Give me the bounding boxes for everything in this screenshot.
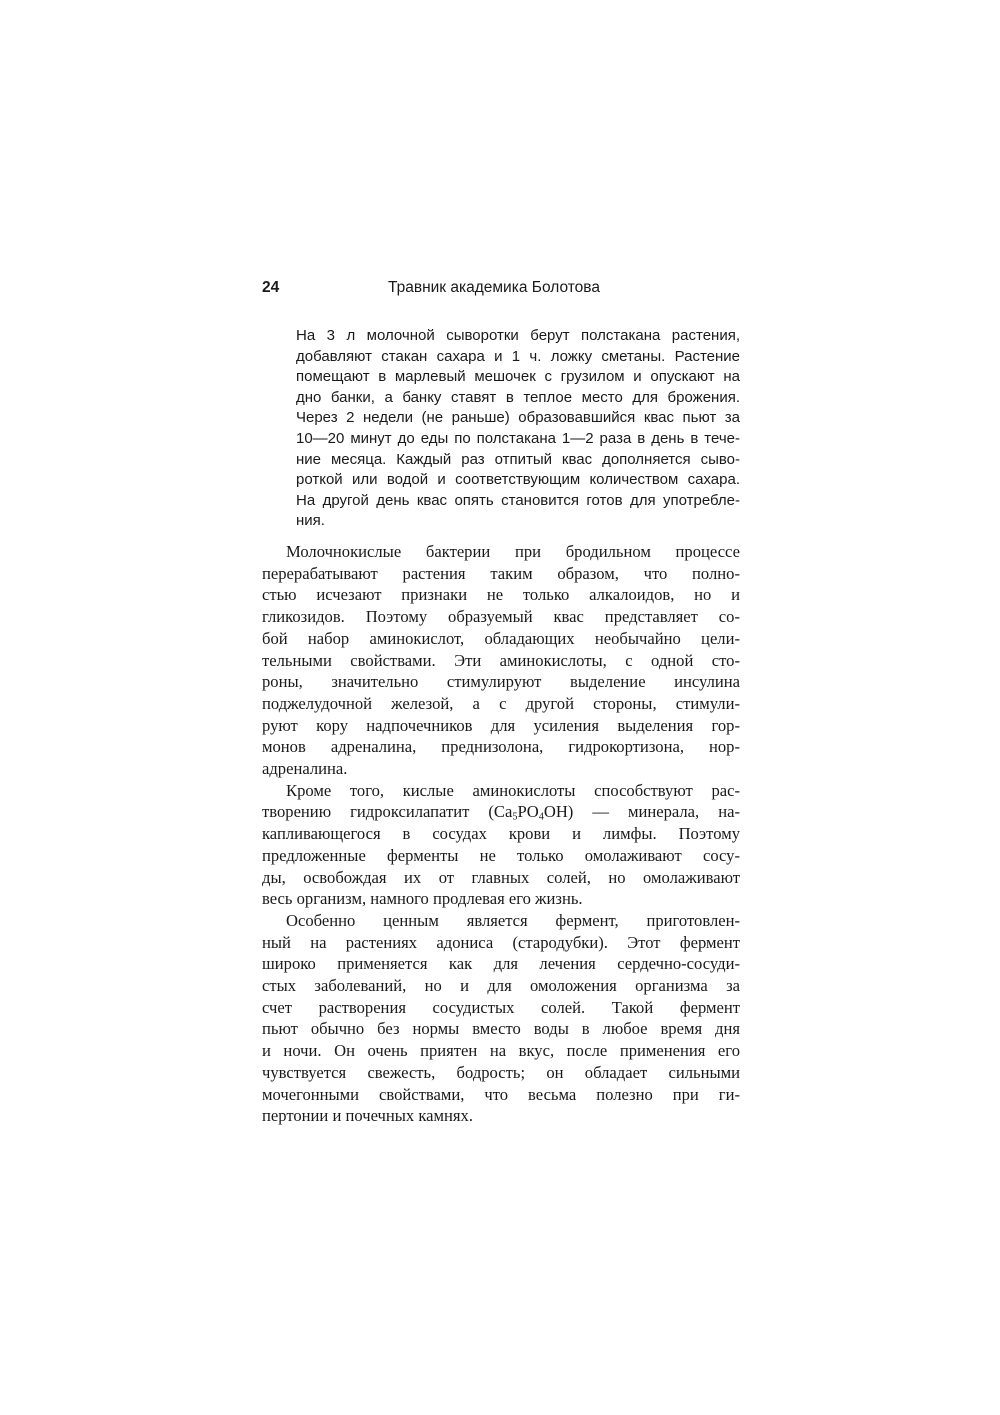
body-text <box>262 541 740 1127</box>
page-number: 24 <box>262 279 280 296</box>
recipe-line: ния. <box>296 512 325 530</box>
paragraph-line: чувствуется свежесть, бодрость; он обладает сильными <box>262 1062 740 1082</box>
recipe-line: Через 2 недели (не раньше) образовавшийся квас пьют за <box>296 409 740 427</box>
paragraph-line: адреналина. <box>262 759 348 779</box>
recipe-line: ние месяца. Каждый раз отпитый квас дополняется сыво- <box>296 450 740 468</box>
paragraph-adonis <box>262 910 740 1127</box>
paragraph-line: тельными свойствами. Эти аминокислоты, с одной сто- <box>262 650 740 670</box>
paragraph-amino-acids <box>262 780 740 910</box>
formula-text-mid: PO <box>517 802 539 822</box>
paragraph-line: пертонии и почечных камнях. <box>262 1106 473 1126</box>
formula-subscript: 5 <box>512 812 518 823</box>
page-header <box>262 279 740 303</box>
recipe-block <box>296 326 740 532</box>
recipe-line: 10—20 минут до еды по полстакана 1—2 раза в день в тече- <box>296 429 740 447</box>
paragraph-line: широко применяется как для лечения сердечно-сосуди- <box>262 954 740 974</box>
paragraph-line: гликозидов. Поэтому образуемый квас представляет со- <box>262 607 740 627</box>
paragraph-line: ный на растениях адониса (стародубки). Этот фермент <box>262 932 740 952</box>
paragraph-line: пьют обычно без нормы вместо воды в любое время дня <box>262 1019 740 1039</box>
paragraph-line: стых заболеваний, но и для омоложения организма за <box>262 976 740 996</box>
formula-text-before: творению гидроксилапатит (Ca <box>262 802 513 822</box>
paragraph-line: Кроме того, кислые аминокислоты способствуют рас- <box>286 780 740 800</box>
paragraph-line: Особенно ценным является фермент, приготовлен- <box>286 910 740 930</box>
paragraph-line: Молочнокислые бактерии при бродильном процессе <box>286 542 740 561</box>
recipe-line: добавляют стакан сахара и 1 ч. ложку сметаны. Растение <box>296 347 740 365</box>
paragraph-line: ды, освобождая их от главных солей, но омолаживают <box>262 867 740 887</box>
paragraph-line: предложенные ферменты не только омолаживают сосу- <box>262 845 740 865</box>
paragraph-line: монов адреналина, преднизолона, гидрокортизона, нор- <box>262 737 740 757</box>
paragraph-line: счет растворения сосудистых солей. Такой фермент <box>262 997 740 1017</box>
recipe-line: На 3 л молочной сыворотки берут полстакана растения, <box>296 327 740 344</box>
recipe-line: помещают в марлевый мешочек с грузилом и опускают на <box>296 368 740 386</box>
paragraph-line: перерабатывают растения таким образом, что полно- <box>262 563 740 583</box>
paragraph-line: роны, значительно стимулируют выделение инсулина <box>262 672 740 692</box>
paragraph-line: и ночи. Он очень приятен на вкус, после применения его <box>262 1041 740 1061</box>
recipe-line: На другой день квас опять становится готов для употребле- <box>296 491 740 509</box>
formula-text-after: OH) — минерала, на- <box>543 802 740 822</box>
running-title: Травник академика Болотова <box>388 279 600 296</box>
recipe-line: дно банки, а банку ставят в теплое место для брожения. <box>296 388 740 406</box>
paragraph-line: мочегонными свойствами, что весьма полезно при ги- <box>262 1084 740 1104</box>
paragraph-line-formula <box>262 801 740 823</box>
paragraph-line: стью исчезают признаки не только алкалоидов, но и <box>262 585 740 605</box>
formula-subscript: 4 <box>538 812 544 823</box>
paragraph-line: поджелудочной железой, а с другой стороны, стимули- <box>262 693 740 713</box>
paragraph-line: весь организм, намного продлевая его жизнь. <box>262 889 583 909</box>
paragraph-bacteria <box>262 541 740 780</box>
paragraph-line: капливающегося в сосудах крови и лимфы. Поэтому <box>262 824 740 844</box>
paragraph-line: бой набор аминокислот, обладающих необычайно цели- <box>262 628 740 648</box>
recipe-line: роткой или водой и соответствующим количеством сахара. <box>296 471 740 489</box>
paragraph-line: руют кору надпочечников для усиления выделения гор- <box>262 715 740 735</box>
